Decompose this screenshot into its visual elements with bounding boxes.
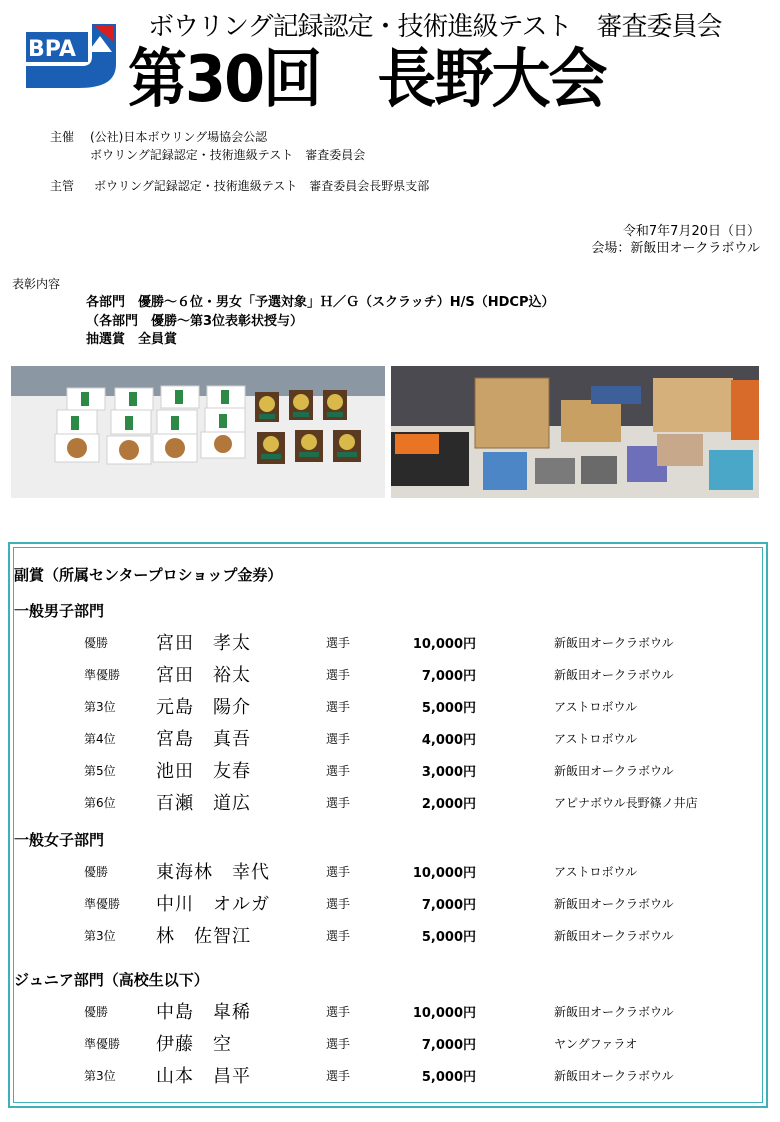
category-men: 一般男子部門 [14, 602, 105, 620]
player-title: 選手 [326, 1005, 351, 1019]
player-title: 選手 [326, 897, 351, 911]
club-name: アピナボウル長野篠ノ井店 [554, 796, 698, 810]
club-name: 新飯田オークラボウル [554, 929, 674, 943]
club-name: 新飯田オークラボウル [554, 897, 674, 911]
player-name: 山本 昌平 [156, 1066, 251, 1087]
rank: 優勝 [84, 865, 109, 879]
prize-amount: 10,000円 [412, 637, 476, 652]
prize-row [0, 693, 780, 717]
prize-amount: 3,000円 [421, 765, 476, 780]
club-name: ヤングファラオ [554, 1037, 638, 1051]
rank: 第5位 [84, 764, 116, 778]
prize-row [0, 725, 780, 749]
prize-amount: 10,000円 [412, 866, 476, 881]
club-name: アストロボウル [554, 700, 638, 714]
club-name: 新飯田オークラボウル [554, 636, 674, 650]
player-name: 宮島 真吾 [156, 729, 251, 750]
player-title: 選手 [326, 732, 351, 746]
prize-table-frame [8, 542, 768, 1108]
prize-amount: 4,000円 [421, 733, 476, 748]
rank: 準優勝 [84, 897, 121, 911]
club-name: 新飯田オークラボウル [554, 764, 674, 778]
club-name: アストロボウル [554, 865, 638, 879]
prize-row [0, 922, 780, 946]
player-name: 東海林 幸代 [156, 862, 270, 883]
player-title: 選手 [326, 1069, 351, 1083]
player-title: 選手 [326, 764, 351, 778]
event-subtitle: ボウリング記録認定・技術進級テスト 審査委員会 [148, 12, 722, 42]
event-title: 第30回 長野大会 [128, 43, 606, 117]
host-label: 主催 [50, 130, 75, 144]
award-line-2: （各部門 優勝～第3位表彰状授与） [86, 314, 304, 329]
prize-row [0, 890, 780, 914]
host-line-1: (公社)日本ボウリング場協会公認 [90, 130, 268, 144]
rank: 準優勝 [84, 1037, 121, 1051]
event-date: 令和7年7月20日（日） [622, 224, 760, 239]
player-title: 選手 [326, 668, 351, 682]
rank: 優勝 [84, 636, 109, 650]
rank: 第3位 [84, 700, 116, 714]
host-line-2: ボウリング記録認定・技術進級テスト 審査委員会 [90, 148, 366, 162]
manager-label: 主管 [50, 179, 75, 193]
player-name: 宮田 裕太 [156, 665, 251, 686]
bpaj-logo [22, 22, 122, 90]
prize-row [0, 661, 780, 685]
rank: 第6位 [84, 796, 116, 810]
player-title: 選手 [326, 636, 351, 650]
prize-amount: 10,000円 [412, 1006, 476, 1021]
player-name: 元島 陽介 [156, 697, 251, 718]
category-junior: ジュニア部門（高校生以下） [14, 971, 209, 989]
prize-row [0, 789, 780, 813]
club-name: アストロボウル [554, 732, 638, 746]
player-name: 中川 オルガ [156, 894, 270, 915]
prize-row [0, 858, 780, 882]
player-title: 選手 [326, 1037, 351, 1051]
prize-row [0, 1030, 780, 1054]
player-title: 選手 [326, 796, 351, 810]
prize-amount: 5,000円 [421, 1070, 476, 1085]
award-line-3: 抽選賞 全員賞 [86, 332, 178, 347]
prize-amount: 7,000円 [421, 1038, 476, 1053]
club-name: 新飯田オークラボウル [554, 668, 674, 682]
trophy-photo [11, 366, 385, 498]
award-heading: 表彰内容 [12, 277, 61, 291]
prize-amount: 7,000円 [421, 898, 476, 913]
prize-amount: 2,000円 [421, 797, 476, 812]
player-name: 宮田 孝太 [156, 633, 251, 654]
award-line-1: 各部門 優勝～６位・男女「予選対象」Ｈ／Ｇ（スクラッチ）H/S（HDCP込） [86, 295, 555, 310]
prize-title: 副賞（所属センタープロショップ金券） [14, 566, 283, 584]
player-name: 中島 皐稀 [156, 1002, 251, 1023]
category-women: 一般女子部門 [14, 831, 105, 849]
rank: 優勝 [84, 1005, 109, 1019]
svg-text:BPA: BPA [28, 37, 76, 62]
prize-row [0, 998, 780, 1022]
club-name: 新飯田オークラボウル [554, 1069, 674, 1083]
player-name: 池田 友春 [156, 761, 251, 782]
rank: 準優勝 [84, 668, 121, 682]
prize-amount: 5,000円 [421, 701, 476, 716]
player-title: 選手 [326, 700, 351, 714]
rank: 第3位 [84, 1069, 116, 1083]
prize-amount: 7,000円 [421, 669, 476, 684]
rank: 第3位 [84, 929, 116, 943]
manager-line: ボウリング記録認定・技術進級テスト 審査委員会長野県支部 [94, 179, 430, 193]
player-name: 伊藤 空 [156, 1034, 232, 1055]
prize-row [0, 757, 780, 781]
player-title: 選手 [326, 865, 351, 879]
prize-row [0, 1062, 780, 1086]
prize-goods-photo [391, 366, 759, 498]
club-name: 新飯田オークラボウル [554, 1005, 674, 1019]
player-name: 林 佐智江 [156, 926, 251, 947]
rank: 第4位 [84, 732, 116, 746]
prize-row [0, 629, 780, 653]
player-title: 選手 [326, 929, 351, 943]
prize-amount: 5,000円 [421, 930, 476, 945]
event-venue: 会場：新飯田オークラボウル [591, 241, 760, 256]
player-name: 百瀬 道広 [156, 793, 251, 814]
